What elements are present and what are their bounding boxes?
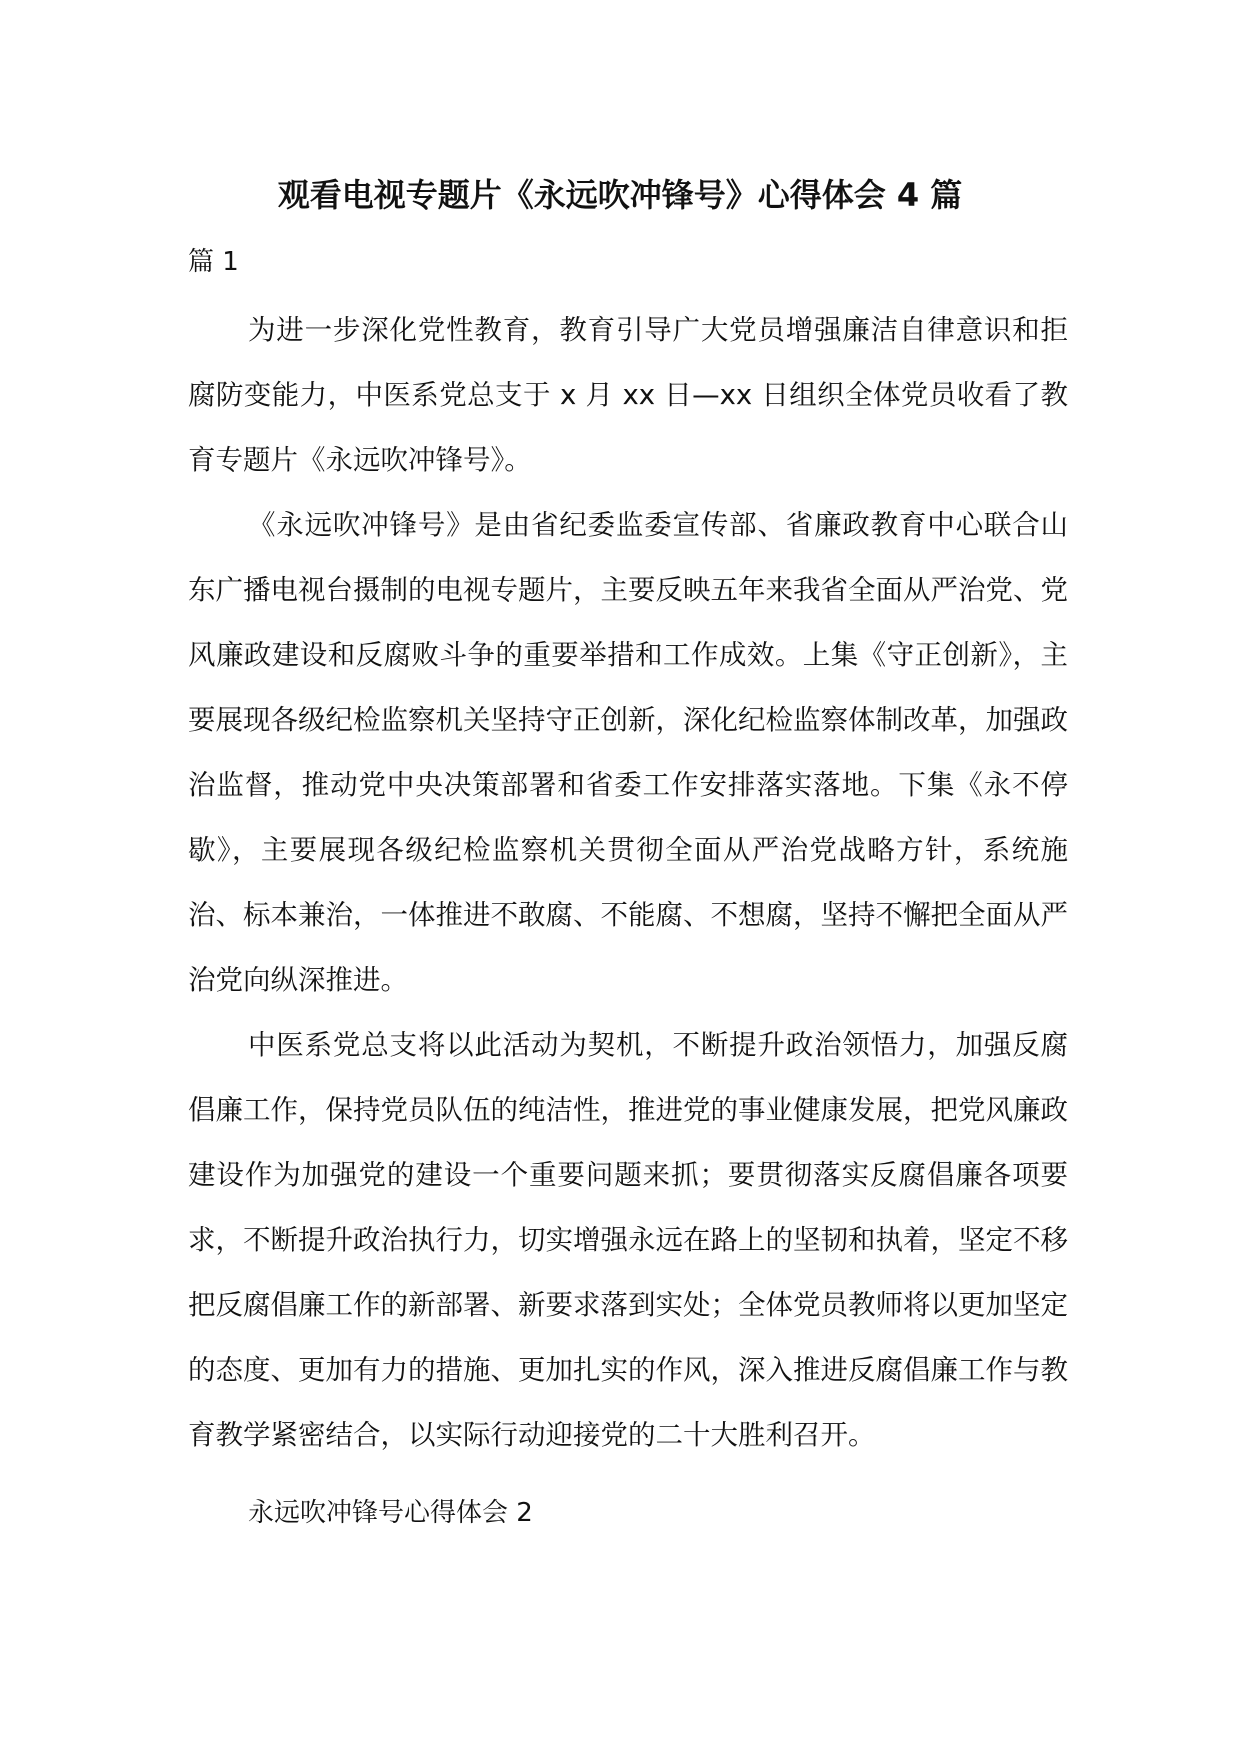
section-subheading: 永远吹冲锋号心得体会 2 (248, 1498, 533, 1528)
document-title: 观看电视专题片《永远吹冲锋号》心得体会 4 篇 (277, 176, 963, 214)
paragraph-2: 《永远吹冲锋号》是由省纪委监委宣传部、省廉政教育中心联合山东广播电视台摄制的电视专题片，主要反映五年来我省全面从严治党、党风廉政建设和反腐败斗争的重要举措和工作成效。上集《守正创新》，主要展现各级纪检监察机关坚持守正创新，深化纪检监察体制改革，加强政治监督，推动党中央决策部署和省委工作安排落实落地。下集《永不停歇》，主要展现各级纪检监察机关贯彻全面从严治党战略方针，系统施治、标本兼治，一体推进不敢腐、不能腐、不想腐，坚持不懈把全面从严治党向纵深推进。 (188, 509, 1068, 996)
paragraph-1: 为进一步深化党性教育，教育引导广大党员增强廉洁自律意识和拒腐防变能力，中医系党总支于 x 月 xx 日—xx 日组织全体党员收看了教育专题片《永远吹冲锋号》。 (188, 314, 1068, 476)
paragraph-3: 中医系党总支将以此活动为契机，不断提升政治领悟力，加强反腐倡廉工作，保持党员队伍的纯洁性，推进党的事业健康发展，把党风廉政建设作为加强党的建设一个重要问题来抓；要贯彻落实反腐倡廉各项要求，不断提升政治执行力，切实增强永远在路上的坚韧和执着，坚定不移把反腐倡廉工作的新部署、新要求落到实处；全体党员教师将以更加坚定的态度、更加有力的措施、更加扎实的作风，深入推进反腐倡廉工作与教育教学紧密结合，以实际行动迎接党的二十大胜利召开。 (188, 1029, 1068, 1451)
section-label: 篇 1 (188, 247, 239, 277)
document-body (188, 298, 1068, 1544)
